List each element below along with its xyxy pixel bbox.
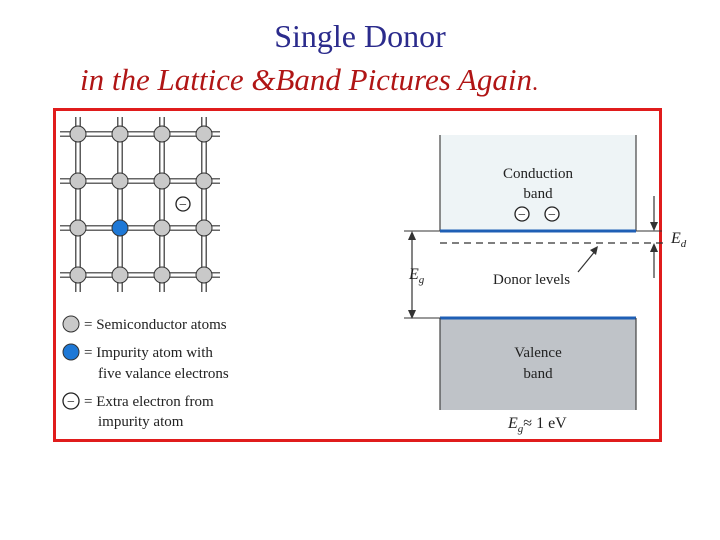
semiconductor-atom (70, 126, 86, 142)
electron-sign: − (67, 395, 75, 410)
ed-label: $E_d$ (671, 230, 687, 250)
lattice-extra-electron (176, 197, 190, 213)
conduction-band (440, 135, 636, 231)
legend (63, 316, 229, 430)
semiconductor-atom (154, 126, 170, 142)
semiconductor-atom (154, 220, 170, 236)
semiconductor-atom (112, 173, 128, 189)
semiconductor-atom (112, 267, 128, 283)
subtitle-text: in the Lattice &Band Pictures Again (80, 62, 533, 97)
lattice-atoms (70, 126, 212, 283)
impurity-atom (112, 220, 128, 236)
semiconductor-atom (70, 220, 86, 236)
valence-label-line1: Valence (514, 345, 562, 361)
semiconductor-atom (112, 126, 128, 142)
legend-extra-line2: impurity atom (98, 414, 184, 430)
semiconductor-atom (154, 267, 170, 283)
conduction-label-line2: band (523, 186, 553, 202)
lattice-bonds (60, 117, 220, 292)
semiconductor-atom (196, 173, 212, 189)
semiconductor-atom (70, 173, 86, 189)
electron-sign: − (518, 208, 526, 223)
slide-title: Single Donor (274, 18, 446, 54)
legend-semiconductor: = Semiconductor atoms (84, 317, 227, 333)
valence-label-line2: band (523, 366, 553, 382)
electron-sign: − (179, 198, 187, 213)
conduction-label-line1: Conduction (503, 166, 573, 182)
donor-levels-label: Donor levels (493, 272, 571, 288)
legend-impurity-line2: five valance electrons (98, 366, 229, 382)
subtitle-period: . (532, 70, 539, 96)
donor-levels-arrowhead (590, 246, 598, 255)
semiconductor-atom (70, 267, 86, 283)
semiconductor-atom-swatch (63, 316, 79, 332)
band-diagram (404, 135, 687, 435)
eg-value-label: $E_g\approx 1$ eV (508, 415, 567, 435)
semiconductor-atom (196, 126, 212, 142)
legend-impurity-line1: = Impurity atom with (84, 345, 213, 361)
semiconductor-atom (154, 173, 170, 189)
semiconductor-atom (196, 220, 212, 236)
electron-sign: − (548, 208, 556, 223)
eg-label: $E_g$ (409, 266, 425, 286)
donor-levels-arrow (578, 250, 596, 272)
valence-band (440, 318, 636, 410)
semiconductor-atom (196, 267, 212, 283)
impurity-atom-swatch (63, 344, 79, 360)
legend-extra-line1: = Extra electron from (84, 394, 214, 410)
